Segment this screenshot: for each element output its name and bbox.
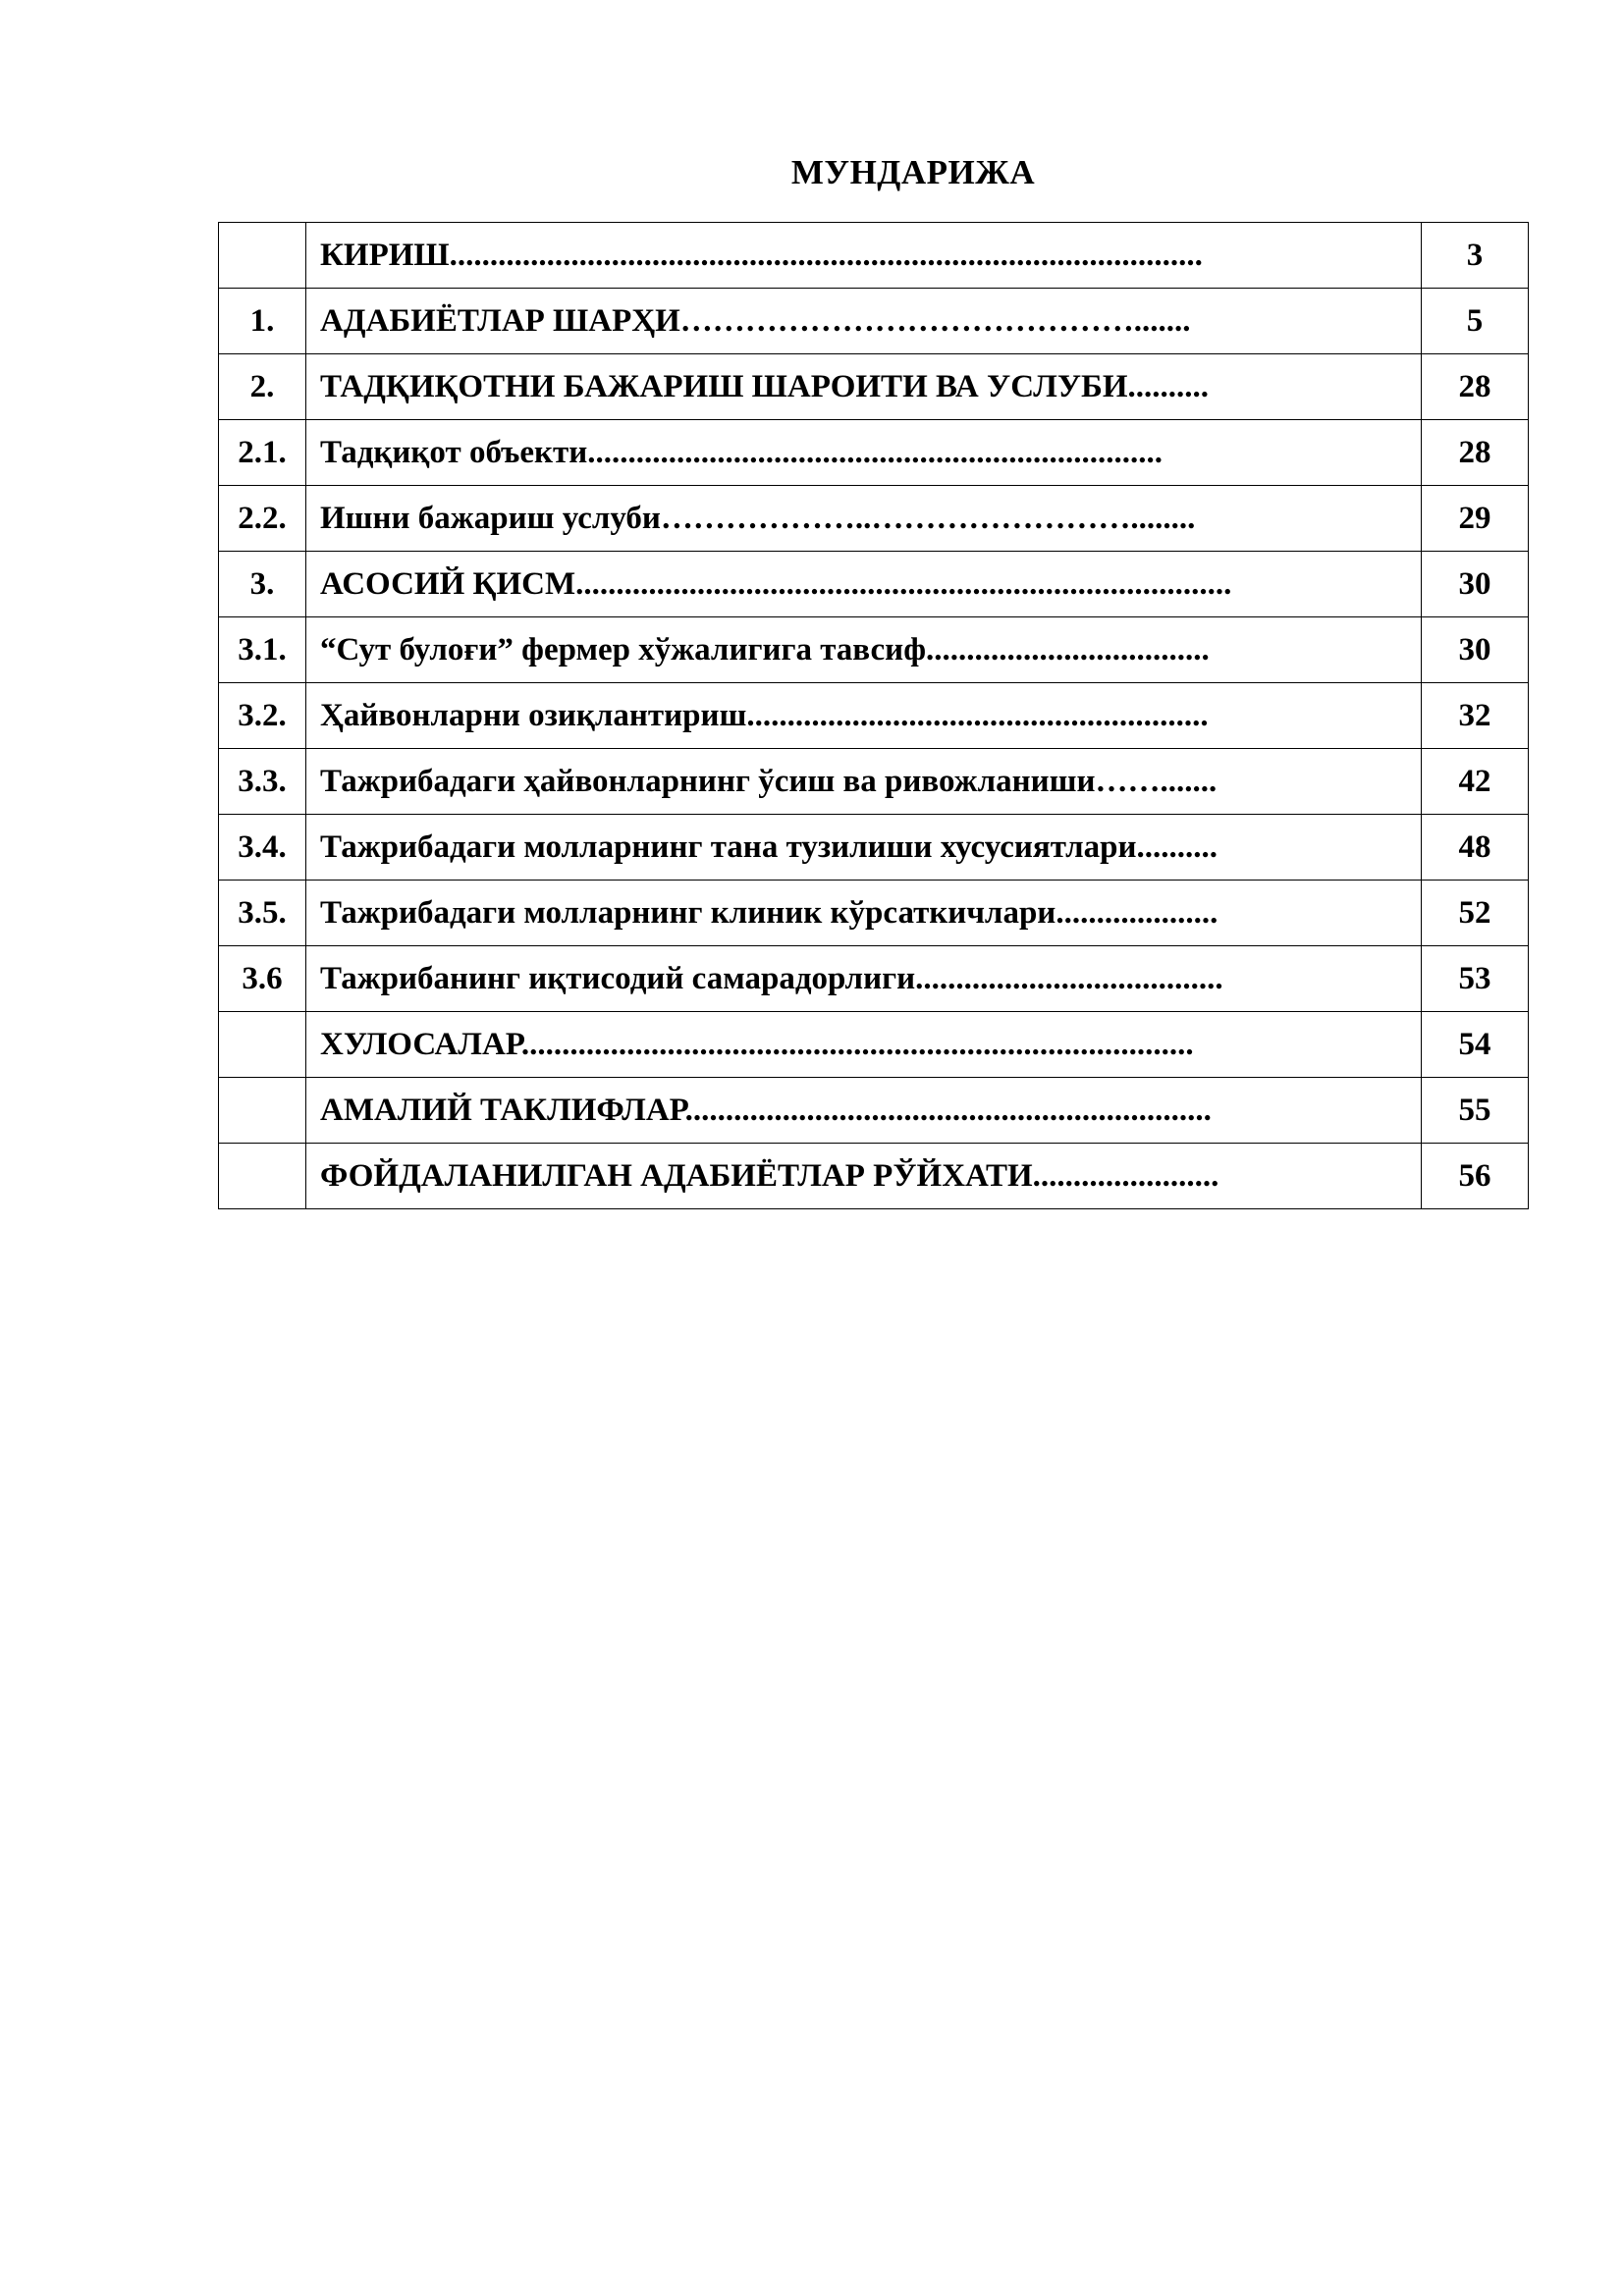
toc-page-number: 55 <box>1422 1078 1529 1144</box>
toc-row <box>219 1012 1529 1078</box>
toc-section-title: Тажрибадаги ҳайвонларнинг ўсиш ва ривожланиши……....... <box>306 749 1422 815</box>
toc-section-number: 3.6 <box>219 946 306 1012</box>
toc-row <box>219 223 1529 289</box>
toc-section-title: Тадқиқот объекти....................................................................... <box>306 420 1422 486</box>
toc-page-number: 56 <box>1422 1144 1529 1209</box>
toc-section-number: 2.1. <box>219 420 306 486</box>
toc-section-title: ФОЙДАЛАНИЛГАН АДАБИЁТЛАР РЎЙХАТИ....................... <box>306 1144 1422 1209</box>
toc-page-number: 32 <box>1422 683 1529 749</box>
toc-section-title: КИРИШ............................................................................................. <box>306 223 1422 289</box>
toc-section-number: 3.3. <box>219 749 306 815</box>
toc-page-number: 30 <box>1422 552 1529 617</box>
toc-section-number <box>219 1144 306 1209</box>
toc-section-title: АДАБИЁТЛАР ШАРҲИ……………………………………....... <box>306 289 1422 354</box>
toc-row <box>219 486 1529 552</box>
toc-section-title: Тажрибадаги молларнинг тана тузилиши хусусиятлари.......... <box>306 815 1422 881</box>
toc-page-number: 5 <box>1422 289 1529 354</box>
toc-page-number: 48 <box>1422 815 1529 881</box>
toc-section-number <box>219 223 306 289</box>
toc-section-title: ТАДҚИҚОТНИ БАЖАРИШ ШАРОИТИ ВА УСЛУБИ.......... <box>306 354 1422 420</box>
toc-row <box>219 1078 1529 1144</box>
toc-section-title: ХУЛОСАЛАР................................................................................... <box>306 1012 1422 1078</box>
page-title: МУНДАРИЖА <box>790 153 1036 191</box>
toc-row <box>219 749 1529 815</box>
toc-row <box>219 815 1529 881</box>
toc-page-number: 29 <box>1422 486 1529 552</box>
toc-section-number: 3.5. <box>219 881 306 946</box>
toc-section-title: Ҳайвонларни озиқлантириш......................................................... <box>306 683 1422 749</box>
toc-section-number <box>219 1078 306 1144</box>
toc-section-number: 1. <box>219 289 306 354</box>
toc-row <box>219 289 1529 354</box>
toc-section-title: Ишни бажариш услуби………………..……………………........ <box>306 486 1422 552</box>
toc-section-number: 2.2. <box>219 486 306 552</box>
toc-section-title: Тажрибадаги молларнинг клиник кўрсаткичлари.................... <box>306 881 1422 946</box>
toc-section-number <box>219 1012 306 1078</box>
toc-section-title: АМАЛИЙ ТАКЛИФЛАР................................................................. <box>306 1078 1422 1144</box>
toc-section-title: Тажрибанинг иқтисодий самарадорлиги...................................... <box>306 946 1422 1012</box>
toc-page-number: 53 <box>1422 946 1529 1012</box>
toc-page-number: 52 <box>1422 881 1529 946</box>
toc-section-number: 3. <box>219 552 306 617</box>
toc-page-number: 30 <box>1422 617 1529 683</box>
toc-section-title: “Сут булоғи” фермер хўжалигига тавсиф................................... <box>306 617 1422 683</box>
toc-row <box>219 1144 1529 1209</box>
toc-page-number: 28 <box>1422 354 1529 420</box>
toc-section-number: 3.4. <box>219 815 306 881</box>
toc-section-number: 3.1. <box>219 617 306 683</box>
toc-row <box>219 354 1529 420</box>
toc-page-number: 42 <box>1422 749 1529 815</box>
toc-row <box>219 420 1529 486</box>
toc-section-number: 3.2. <box>219 683 306 749</box>
table-of-contents <box>218 222 1529 1209</box>
toc-section-number: 2. <box>219 354 306 420</box>
toc-section-title: АСОСИЙ ҚИСМ................................................................................. <box>306 552 1422 617</box>
toc-row <box>219 946 1529 1012</box>
toc-row <box>219 617 1529 683</box>
toc-page-number: 54 <box>1422 1012 1529 1078</box>
toc-page-number: 28 <box>1422 420 1529 486</box>
toc-row <box>219 683 1529 749</box>
toc-page-number: 3 <box>1422 223 1529 289</box>
toc-body <box>219 223 1529 1209</box>
toc-row <box>219 881 1529 946</box>
toc-row <box>219 552 1529 617</box>
